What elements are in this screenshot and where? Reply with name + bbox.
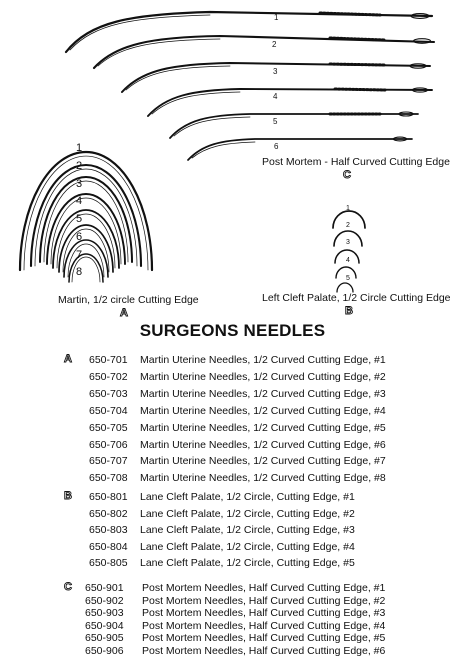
item-code: 650-803 bbox=[89, 524, 128, 536]
item-description: Martin Uterine Needles, 1/2 Curved Cutting Edge, #7 bbox=[140, 455, 386, 468]
list-item bbox=[0, 405, 465, 419]
needle-number: 5 bbox=[273, 117, 278, 126]
list-item bbox=[0, 388, 465, 402]
item-description: Post Mortem Needles, Half Curved Cutting Edge, #4 bbox=[142, 619, 386, 632]
item-code: 650-707 bbox=[89, 455, 128, 468]
item-description: Post Mortem Needles, Half Curved Cutting Edge, #6 bbox=[142, 645, 386, 657]
item-code: 650-805 bbox=[89, 557, 128, 569]
list-item bbox=[0, 455, 465, 469]
item-description: Lane Cleft Palate, 1/2 Circle, Cutting Edge, #2 bbox=[140, 507, 355, 520]
list-item bbox=[0, 541, 465, 555]
item-description: Post Mortem Needles, Half Curved Cutting Edge, #3 bbox=[142, 607, 386, 620]
item-code: 650-706 bbox=[89, 438, 128, 451]
item-code: 650-901 bbox=[85, 582, 124, 594]
item-description: Martin Uterine Needles, 1/2 Curved Cutting Edge, #4 bbox=[140, 404, 386, 417]
list-item bbox=[0, 439, 465, 453]
list-item bbox=[0, 508, 465, 522]
group-letter: C bbox=[64, 581, 72, 593]
item-description: Post Mortem Needles, Half Curved Cutting Edge, #2 bbox=[142, 594, 386, 607]
needle-number: 3 bbox=[346, 239, 350, 246]
item-description: Lane Cleft Palate, 1/2 Circle, Cutting Edge, #3 bbox=[140, 524, 355, 536]
item-code: 650-906 bbox=[85, 645, 124, 657]
list-item bbox=[0, 354, 465, 368]
needle-number: 2 bbox=[346, 222, 350, 229]
item-code: 650-903 bbox=[85, 607, 124, 620]
post-mortem-caption: Post Mortem - Half Curved Cutting Edge bbox=[262, 156, 450, 168]
item-code: 650-701 bbox=[89, 354, 128, 366]
item-code: 650-904 bbox=[85, 619, 124, 632]
needle-number: 8 bbox=[76, 266, 83, 278]
cleft-letter: B bbox=[345, 305, 353, 317]
item-code: 650-703 bbox=[89, 387, 128, 400]
needle-number: 5 bbox=[346, 275, 350, 282]
item-code: 650-708 bbox=[89, 472, 128, 485]
list-item bbox=[0, 557, 465, 571]
martin-needle bbox=[53, 210, 119, 268]
needle-number: 1 bbox=[274, 13, 279, 22]
item-description: Martin Uterine Needles, 1/2 Curved Cutting Edge, #1 bbox=[140, 354, 386, 366]
item-description: Lane Cleft Palate, 1/2 Circle, Cutting Edge, #5 bbox=[140, 557, 355, 569]
needles-illustration bbox=[0, 0, 465, 300]
needle-number: 3 bbox=[273, 67, 278, 76]
needle-number: 4 bbox=[273, 92, 278, 101]
needle-number: 7 bbox=[76, 249, 83, 261]
item-description: Lane Cleft Palate, 1/2 Circle, Cutting Edge, #1 bbox=[140, 491, 355, 503]
item-description: Lane Cleft Palate, 1/2 Circle, Cutting Edge, #4 bbox=[140, 540, 355, 553]
item-description: Martin Uterine Needles, 1/2 Curved Cutting Edge, #3 bbox=[140, 387, 386, 400]
cleft-caption: Left Cleft Palate, 1/2 Circle Cutting Edge bbox=[262, 292, 451, 304]
list-item bbox=[0, 524, 465, 538]
item-description: Post Mortem Needles, Half Curved Cutting Edge, #1 bbox=[142, 582, 386, 594]
post-mortem-needle bbox=[66, 12, 432, 52]
needle-number: 6 bbox=[76, 231, 83, 243]
post-mortem-needle bbox=[170, 112, 418, 138]
post-mortem-needles bbox=[66, 12, 434, 160]
item-description: Martin Uterine Needles, 1/2 Curved Cutting Edge, #6 bbox=[140, 438, 386, 451]
needle-number: 4 bbox=[346, 257, 350, 264]
needle-number: 5 bbox=[76, 213, 83, 225]
list-item bbox=[0, 422, 465, 436]
item-code: 650-705 bbox=[89, 421, 128, 434]
item-code: 650-902 bbox=[85, 594, 124, 607]
item-code: 650-702 bbox=[89, 370, 128, 383]
needle-number: 2 bbox=[272, 40, 277, 49]
martin-needle bbox=[59, 225, 113, 272]
item-description: Martin Uterine Needles, 1/2 Curved Cutting Edge, #8 bbox=[140, 472, 386, 485]
needle-number: 6 bbox=[274, 142, 279, 151]
item-description: Post Mortem Needles, Half Curved Cutting Edge, #5 bbox=[142, 632, 386, 645]
needle-number: 4 bbox=[76, 195, 83, 207]
needle-number: 2 bbox=[76, 160, 83, 172]
item-code: 650-802 bbox=[89, 507, 128, 520]
item-code: 650-704 bbox=[89, 404, 128, 417]
list-item bbox=[0, 472, 465, 486]
item-code: 650-905 bbox=[85, 632, 124, 645]
needle-number: 3 bbox=[76, 178, 83, 190]
martin-needles bbox=[20, 152, 152, 282]
martin-letter: A bbox=[120, 307, 128, 319]
group-letter: A bbox=[64, 353, 72, 365]
list-item bbox=[0, 371, 465, 385]
item-description: Martin Uterine Needles, 1/2 Curved Cutting Edge, #2 bbox=[140, 370, 386, 383]
page-title: SURGEONS NEEDLES bbox=[139, 321, 326, 340]
list-item bbox=[0, 491, 465, 505]
post-mortem-needle bbox=[148, 88, 432, 116]
post-mortem-letter: C bbox=[343, 169, 351, 181]
list-item bbox=[0, 645, 465, 659]
item-description: Martin Uterine Needles, 1/2 Curved Cutting Edge, #5 bbox=[140, 421, 386, 434]
martin-caption: Martin, 1/2 circle Cutting Edge bbox=[58, 294, 199, 306]
cleft-needle bbox=[337, 283, 353, 292]
item-code: 650-804 bbox=[89, 540, 128, 553]
item-code: 650-801 bbox=[89, 491, 128, 503]
group-letter: B bbox=[64, 490, 72, 502]
needle-number: 1 bbox=[76, 142, 83, 154]
needle-number: 1 bbox=[346, 205, 350, 212]
